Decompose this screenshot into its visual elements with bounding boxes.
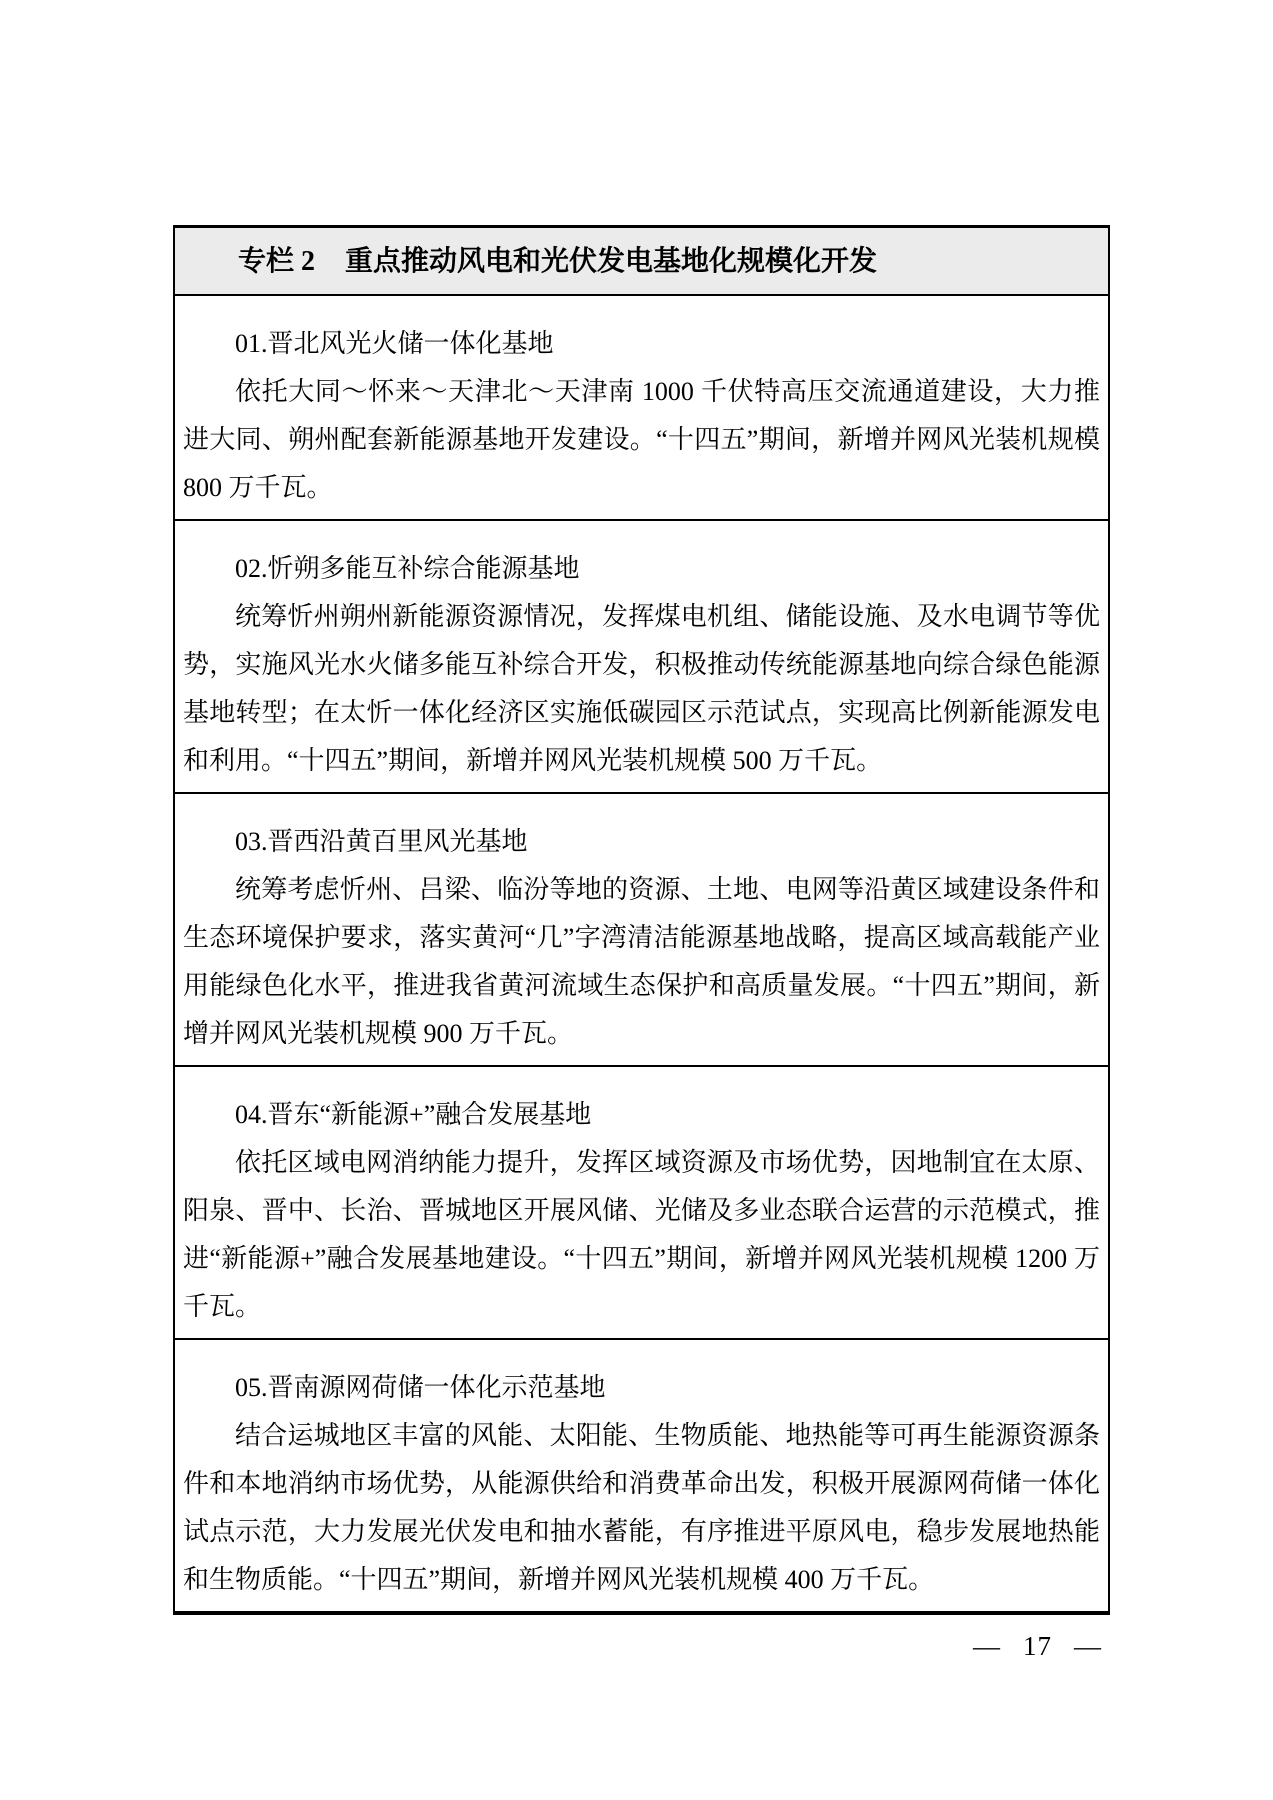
column-box-title-text: 重点推动风电和光伏发电基地化规模化开发 bbox=[345, 246, 878, 277]
page-number-value: 17 bbox=[1023, 1631, 1052, 1661]
section-02-body: 统筹忻州朔州新能源资源情况，发挥煤电机组、储能设施、及水电调节等优势，实施风光水火储多能互补综合开发，积极推动传统能源基地向综合绿色能源基地转型；在太忻一体化经济区实施低碳园区示范试点，实现高比例新能源发电和利用。“十四五”期间，新增并网风光装机规模 500 万千瓦。 bbox=[183, 602, 1100, 775]
section-01-body: 依托大同～怀来～天津北～天津南 1000 千伏特高压交流通道建设，大力推进大同、朔州配套新能源基地开发建设。“十四五”期间，新增并网风光装机规模 800 万千瓦。 bbox=[183, 377, 1100, 502]
section-01-heading: 01.晋北风光火储一体化基地 bbox=[235, 329, 554, 358]
section-02 bbox=[175, 521, 1108, 794]
column-box-label: 专栏 2 bbox=[238, 246, 316, 277]
section-05 bbox=[175, 1340, 1108, 1611]
section-03-body: 统筹考虑忻州、吕梁、临汾等地的资源、土地、电网等沿黄区域建设条件和生态环境保护要求，落实黄河“几”字湾清洁能源基地战略，提高区域高载能产业用能绿色化水平，推进我省黄河流域生态保护和高质量发展。“十四五”期间，新增并网风光装机规模 900 万千瓦。 bbox=[183, 875, 1100, 1048]
section-04-body: 依托区域电网消纳能力提升，发挥区域资源及市场优势，因地制宜在太原、阳泉、晋中、长治、晋城地区开展风储、光储及多业态联合运营的示范模式，推进“新能源+”融合发展基地建设。“十四五”期间，新增并网风光装机规模 1200 万千瓦。 bbox=[183, 1148, 1100, 1321]
section-05-heading: 05.晋南源网荷储一体化示范基地 bbox=[235, 1373, 606, 1402]
section-02-heading: 02.忻朔多能互补综合能源基地 bbox=[235, 554, 580, 583]
section-05-body: 结合运城地区丰富的风能、太阳能、生物质能、地热能等可再生能源资源条件和本地消纳市场优势，从能源供给和消费革命出发，积极开展源网荷储一体化试点示范，大力发展光伏发电和抽水蓄能，有序推进平原风电，稳步发展地热能和生物质能。“十四五”期间，新增并网风光装机规模 400 万千瓦。 bbox=[183, 1421, 1100, 1594]
section-01 bbox=[175, 296, 1108, 521]
section-04 bbox=[175, 1067, 1108, 1340]
page-number bbox=[973, 1626, 1102, 1666]
section-03-heading: 03.晋西沿黄百里风光基地 bbox=[235, 827, 528, 856]
column-box-2 bbox=[173, 225, 1110, 1615]
page-number-dash-right: — bbox=[1074, 1631, 1102, 1661]
page-number-dash-left: — bbox=[973, 1631, 1001, 1661]
section-04-heading: 04.晋东“新能源+”融合发展基地 bbox=[235, 1100, 592, 1129]
column-box-title bbox=[175, 228, 1108, 296]
section-03 bbox=[175, 794, 1108, 1067]
